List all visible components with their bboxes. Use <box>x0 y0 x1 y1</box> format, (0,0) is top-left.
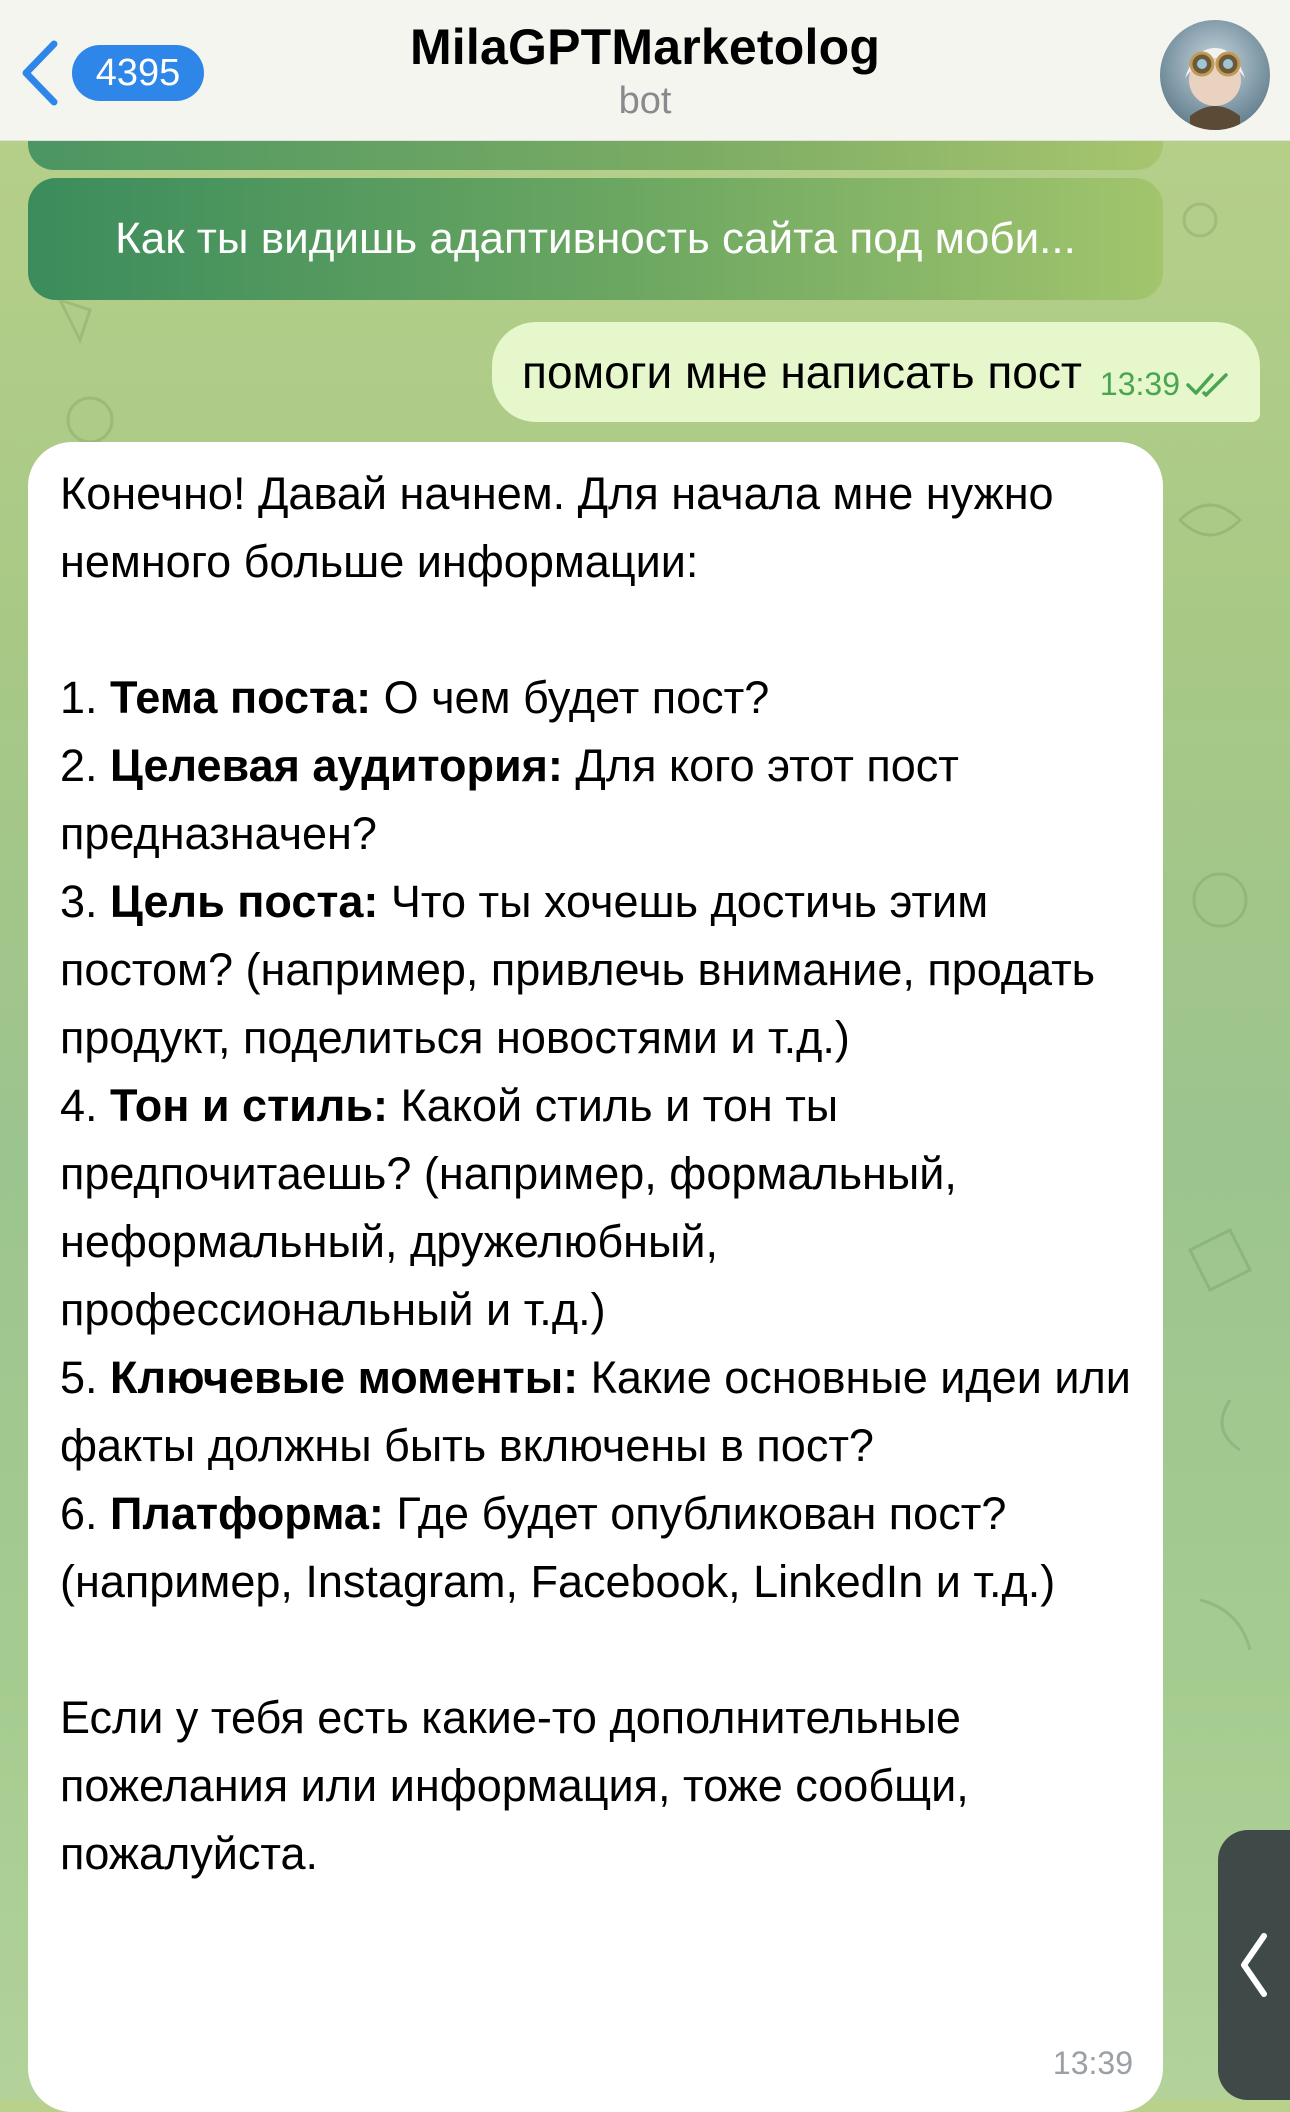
chat-subtitle: bot <box>618 80 672 122</box>
incoming-message-intro: Конечно! Давай начнем. Для начала мне нужно немного больше информации: <box>60 468 1054 587</box>
incoming-message-time: 13:39 <box>1052 2045 1133 2081</box>
list-item: 6. Платформа: Где будет опубликован пост? (например, Instagram, Facebook, LinkedIn и т.д.) <box>60 1488 1056 1607</box>
incoming-message-body <box>60 460 1133 1888</box>
outgoing-message-text: помоги мне написать пост <box>522 346 1082 398</box>
chat-header <box>0 0 1290 141</box>
list-item: 4. Тон и стиль: Какой стиль и тон ты предпочитаешь? (например, формальный, неформальный, дружелюбный, профессиональный и т.д.) <box>60 1080 957 1335</box>
list-item: 5. Ключевые моменты: Какие основные идеи или факты должны быть включены в пост? <box>60 1352 1131 1471</box>
side-panel-handle[interactable] <box>1218 1830 1290 2100</box>
list-item: 1. Тема поста: О чем будет пост? <box>60 672 770 723</box>
double-check-icon <box>1186 370 1232 398</box>
bot-avatar-icon <box>1160 20 1270 130</box>
outgoing-message-time: 13:39 <box>1099 365 1180 402</box>
list-item: 2. Целевая аудитория: Для кого этот пост предназначен? <box>60 740 959 859</box>
list-item: 3. Цель поста: Что ты хочешь достичь этим постом? (например, привлечь внимание, продать продукт, поделиться новостями и т.д.) <box>60 876 1096 1063</box>
unread-count-badge: 4395 <box>72 45 204 101</box>
outgoing-message[interactable] <box>492 322 1260 422</box>
keyboard-reply-button[interactable]: Как ты видишь адаптивность сайта под моби... <box>28 178 1163 300</box>
chat-title[interactable]: MilaGPTMarketolog <box>409 19 881 75</box>
outgoing-message-meta <box>1100 366 1232 403</box>
incoming-message-outro: Если у тебя есть какие-то дополнительные пожелания или информация, тоже сообщи, пожалуйста. <box>60 1692 969 1879</box>
keyboard-button-previous[interactable] <box>28 140 1163 170</box>
avatar[interactable] <box>1160 20 1270 130</box>
chevron-left-icon <box>1236 1930 1270 2000</box>
incoming-message[interactable] <box>28 442 1163 2112</box>
